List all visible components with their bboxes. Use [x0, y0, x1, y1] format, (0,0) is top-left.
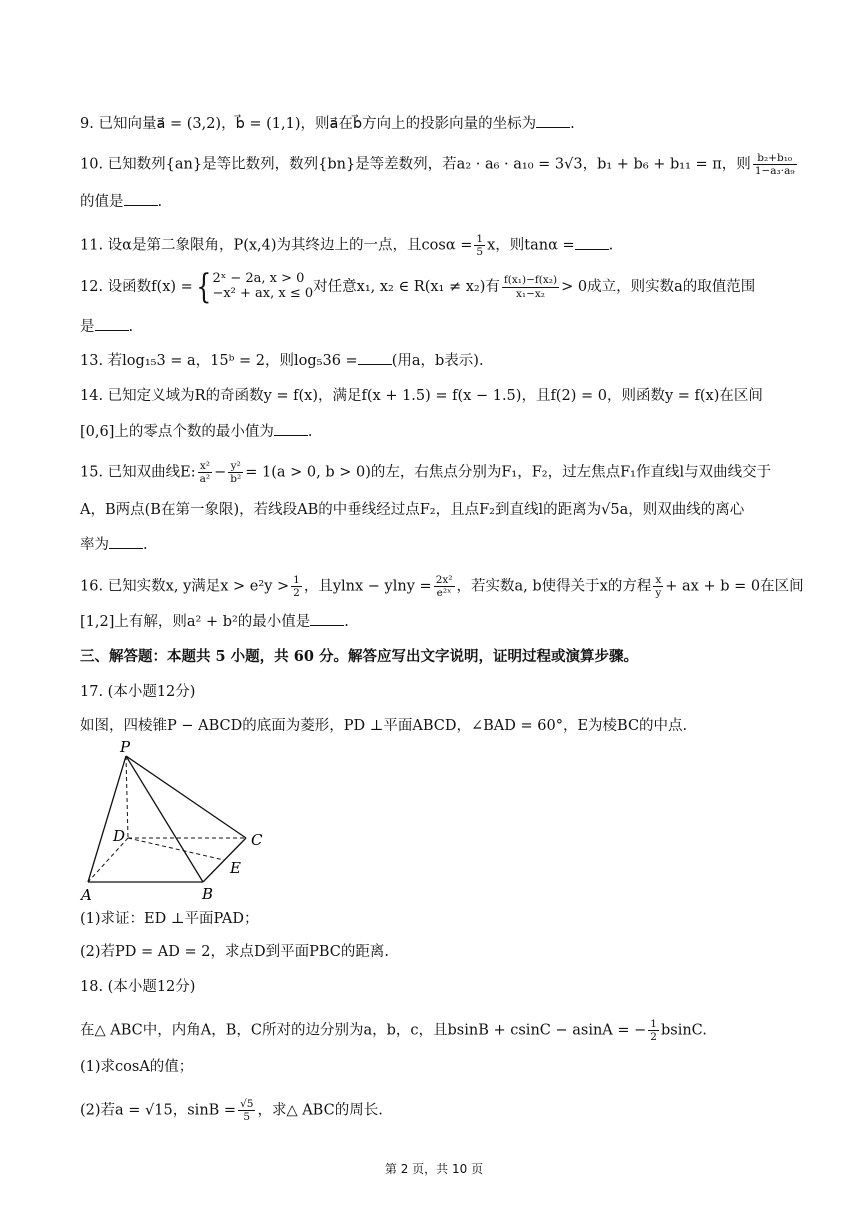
- q16-fraction-1: [291, 574, 302, 599]
- q18-text: 在△ ABC中，内角A，B，C所对的边分别为a，b，c，且bsinB + csinC − asinA = −: [80, 1022, 647, 1039]
- q18-fraction: [648, 1018, 659, 1043]
- answer-blank: [124, 204, 158, 206]
- edge-PB: [126, 756, 203, 882]
- q18-frac-den: 2: [650, 1031, 657, 1044]
- q14-text: 14. 已知定义域为R的奇函数y = f(x)，满足f(x + 1.5) = f(x − 1.5)，且f(2) = 0，则函数y = f(x)在区间: [80, 388, 763, 404]
- question-17-heading: 17. (本小题12分): [80, 684, 196, 700]
- answer-blank: [536, 126, 570, 128]
- q16-f3-num: x: [653, 574, 663, 587]
- q18-text2: bsinC.: [660, 1022, 707, 1039]
- question-14-line2: [80, 425, 312, 440]
- q9-end: .: [570, 116, 575, 132]
- q10-frac-den: 1−a₃·a₉: [754, 165, 795, 178]
- q16-fraction-3: [653, 574, 663, 599]
- question-16-line2: [80, 615, 349, 630]
- pyramid-figure: [78, 738, 278, 904]
- question-17-text: 如图，四棱锥P − ABCD的底面为菱形，PD ⊥平面ABCD，∠BAD = 60°，E为棱BC的中点.: [80, 718, 688, 734]
- q15-f2-den: b²: [230, 473, 242, 486]
- q16-f3-den: y: [655, 587, 662, 600]
- q11-fraction: [474, 233, 485, 258]
- question-10: [80, 152, 799, 177]
- q12-text4: 是: [80, 319, 95, 335]
- q13-text: 13. 若log₁₅3 = a，15ᵇ = 2，则log₅36 =: [80, 353, 358, 369]
- section-heading: 三、解答题：本题共 5 小题，共 60 分。解答应写出文字说明，证明过程或演算步骤。: [80, 648, 638, 665]
- q14-end: .: [307, 424, 313, 440]
- q16-f2-den: e²ˣ: [436, 587, 452, 600]
- q15-text3: A，B两点(B在第一象限)，若线段AB的中垂线经过点F₂，且点F₂到直线l的距离为√5a，则双曲线的离心: [80, 502, 745, 518]
- question-15-line3: [80, 538, 148, 553]
- q16-text3: ，若实数a, b使得关于x的方程: [456, 578, 652, 595]
- q15-text: 15. 已知双曲线E:: [80, 464, 196, 481]
- question-17-part1: (1)求证：ED ⊥平面PAD；: [80, 911, 259, 927]
- case-2: −x² + ax, x ≤ 0: [212, 286, 314, 301]
- edge-PD: [126, 756, 128, 838]
- q18-p2-text: (2)若a = √15，sinB =: [80, 1102, 237, 1119]
- label-C: C: [251, 831, 263, 849]
- q16-end: .: [344, 614, 349, 630]
- q9-text: 9. 已知向量a⃗ = (3,2)，b⃗ = (1,1)，则a⃗在b⃗方向上的投影向量的坐标为: [80, 116, 537, 132]
- question-16: [80, 574, 804, 599]
- question-15: [80, 460, 771, 485]
- question-18-text: [80, 1018, 707, 1043]
- q11-frac-den: 5: [476, 246, 484, 259]
- answer-blank: [358, 363, 392, 365]
- q12-end: .: [128, 319, 134, 335]
- q16-f1-num: 1: [293, 574, 300, 586]
- label-P: P: [120, 738, 131, 756]
- q15-fraction-2: [228, 460, 243, 485]
- piecewise-brace: {: [196, 267, 212, 307]
- q10-end: .: [157, 194, 163, 210]
- q16-f2-num: 2x²: [435, 574, 453, 586]
- q12-text2: 对任意x₁, x₂ ∈ R(x₁ ≠ x₂)有: [313, 279, 500, 295]
- q12-text: 12. 设函数f(x) =: [80, 279, 193, 295]
- q18-p2-frac-den: 5: [243, 1111, 251, 1124]
- q11-text: 11. 设α是第二象限角，P(x,4)为其终边上的一点，且cosα =: [80, 237, 473, 254]
- answer-blank: [95, 329, 129, 331]
- question-15-line2: [80, 503, 744, 518]
- question-10-line2: [80, 195, 162, 210]
- q18-p2-fraction: [238, 1098, 255, 1123]
- question-17-part2: (2)若PD = AD = 2，求点D到平面PBC的距离.: [80, 944, 389, 960]
- question-11: [80, 233, 613, 258]
- q18-p2-text2: ，求△ ABC的周长.: [257, 1102, 383, 1119]
- q16-f1-den: 2: [293, 587, 300, 600]
- answer-blank: [109, 547, 143, 549]
- q12-text3: > 0成立，则实数a的取值范围: [561, 279, 756, 295]
- q12-frac-den: x₁−x₂: [515, 287, 546, 300]
- piecewise-cases: [212, 272, 313, 302]
- q16-text: 16. 已知实数x, y满足x > e²y >: [80, 578, 290, 595]
- label-E: E: [230, 859, 241, 877]
- q11-end: .: [608, 237, 614, 254]
- question-18-part2: [80, 1098, 383, 1123]
- q15-f1-den: a²: [199, 473, 211, 486]
- q15-end: .: [143, 537, 148, 553]
- question-13: [80, 354, 484, 369]
- question-12-line2: [80, 320, 133, 335]
- edge-PC: [126, 756, 246, 838]
- q11-frac-num: 1: [476, 233, 484, 245]
- q18-p2-frac-num: √5: [240, 1098, 254, 1110]
- q16-fraction-2: [434, 574, 455, 599]
- q18-frac-num: 1: [650, 1018, 657, 1030]
- q10-text2: 的值是: [80, 194, 124, 210]
- q10-frac-num: b₂+b₁₀: [753, 152, 797, 165]
- page-footer: 第 2 页，共 10 页: [384, 1162, 484, 1176]
- q14-text2: [0,6]上的零点个数的最小值为: [80, 424, 274, 440]
- q15-fraction-1: [198, 460, 212, 485]
- question-18-heading: 18. (本小题12分): [80, 979, 196, 995]
- answer-blank: [274, 434, 308, 436]
- q16-text5: [1,2]上有解，则a² + b²的最小值是: [80, 614, 311, 630]
- q15-text4: 率为: [80, 537, 109, 553]
- q15-f2-num: y²: [228, 460, 243, 473]
- edge-DE: [128, 838, 224, 860]
- q13-text2: (用a，b表示).: [391, 353, 484, 369]
- q15-minus: −: [214, 464, 227, 481]
- label-B: B: [202, 885, 214, 903]
- label-D: D: [113, 827, 126, 845]
- question-14: [80, 389, 763, 404]
- q11-text2: x，则tanα =: [487, 237, 575, 254]
- label-A: A: [81, 886, 92, 904]
- q10-fraction: [753, 152, 797, 177]
- question-9: [80, 117, 575, 132]
- q15-text2: = 1(a > 0, b > 0)的左，右焦点分别为F₁，F₂，过左焦点F₁作直线l与双曲线交于: [245, 464, 772, 481]
- answer-blank: [575, 248, 609, 250]
- q16-text2: ，且ylnx − ylny =: [303, 578, 432, 595]
- q15-f1-num: x²: [198, 460, 212, 473]
- q16-text4: + ax + b = 0在区间: [665, 578, 804, 595]
- q12-frac-num: f(x₁)−f(x₂): [503, 274, 558, 287]
- edge-PA: [88, 756, 126, 882]
- case-1: 2ˣ − 2a, x > 0: [212, 271, 305, 287]
- question-18-part1: (1)求cosA的值；: [80, 1059, 194, 1075]
- question-12: [80, 267, 756, 307]
- q12-fraction: [502, 274, 559, 299]
- q10-text: 10. 已知数列{an}是等比数列，数列{bn}是等差数列，若a₂ · a₆ · a₁₀ = 3√3，b₁ + b₆ + b₁₁ = π，则: [80, 156, 751, 173]
- answer-blank: [310, 624, 344, 626]
